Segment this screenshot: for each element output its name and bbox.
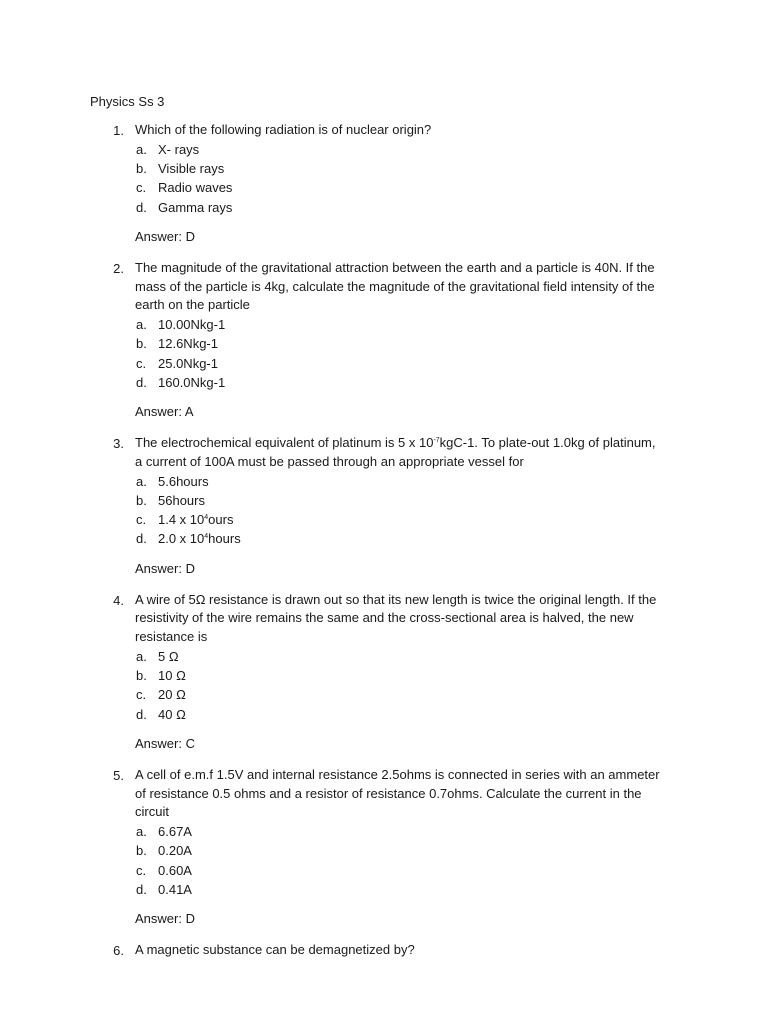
option-a xyxy=(0,647,768,666)
option-text: Gamma rays xyxy=(158,199,233,215)
option-letter: a. xyxy=(136,141,147,157)
option-letter: a. xyxy=(136,648,147,664)
option-letter: b. xyxy=(136,336,147,352)
option-list xyxy=(0,647,768,724)
option-letter: a. xyxy=(136,317,147,332)
question-text: A wire of 5Ω resistance is drawn out so that its new length is twice the original length. If the resistivity of the wire remains the same and the cross-sectional area is halved, the new resistance is xyxy=(135,591,657,645)
question-number: 6. xyxy=(113,943,124,959)
question-text: Which of the following radiation is of nuclear origin? xyxy=(135,122,432,137)
option-letter: c. xyxy=(136,512,147,528)
option-letter: c. xyxy=(136,687,147,703)
option-text: 160.0Nkg-1 xyxy=(158,374,226,390)
option-text: 40 Ω xyxy=(158,706,186,722)
option-d xyxy=(0,198,768,217)
option-text: Radio waves xyxy=(158,180,233,196)
option-text xyxy=(158,510,233,529)
option-text: Visible rays xyxy=(158,161,225,176)
question-list xyxy=(0,121,768,973)
question-number: 5. xyxy=(113,768,124,784)
option-letter: d. xyxy=(136,882,147,898)
question-6 xyxy=(0,941,768,960)
question-3 xyxy=(0,434,768,578)
option-a xyxy=(0,140,768,159)
option-b xyxy=(0,841,768,860)
question-2 xyxy=(0,259,768,421)
option-text xyxy=(158,529,241,548)
option-text: 6.67A xyxy=(158,824,192,840)
answer-line: Answer: D xyxy=(135,228,195,244)
option-letter: b. xyxy=(136,161,147,176)
document-title: Physics Ss 3 xyxy=(90,94,165,109)
option-d xyxy=(0,880,768,899)
answer-line: Answer: C xyxy=(135,736,195,752)
option-list xyxy=(0,822,768,899)
option-text: 5 Ω xyxy=(158,648,179,664)
question-number: 3. xyxy=(113,436,124,452)
option-text: 20 Ω xyxy=(158,687,186,703)
option-d xyxy=(0,373,768,392)
option-letter: c. xyxy=(136,355,147,371)
exponent: 4 xyxy=(204,533,209,541)
option-text: 0.41A xyxy=(158,882,192,898)
question-number: 1. xyxy=(113,123,124,138)
option-list xyxy=(0,140,768,217)
option-d xyxy=(0,705,768,724)
question-text: A magnetic substance can be demagnetized by? xyxy=(135,942,415,958)
option-letter: b. xyxy=(136,843,147,859)
option-letter: d. xyxy=(136,374,147,390)
option-letter: b. xyxy=(136,668,147,684)
option-text: 0.60A xyxy=(158,862,192,878)
question-5 xyxy=(0,766,768,928)
option-letter: d. xyxy=(136,531,147,547)
option-d xyxy=(0,529,768,548)
option-a xyxy=(0,822,768,841)
answer-line: Answer: A xyxy=(135,404,194,420)
option-text: 56hours xyxy=(158,492,205,508)
option-letter: d. xyxy=(136,199,147,215)
option-text-part: 2.0 x 10 xyxy=(158,531,205,547)
option-b xyxy=(0,666,768,685)
option-a xyxy=(0,472,768,491)
answer-line: Answer: D xyxy=(135,911,195,927)
option-text: 12.6Nkg-1 xyxy=(158,336,218,352)
answer-line: Answer: D xyxy=(135,560,195,576)
option-letter: a. xyxy=(136,824,147,840)
question-number: 2. xyxy=(113,260,124,276)
question-text-part: The electrochemical equivalent of platinum is 5 x 10 xyxy=(135,435,434,451)
option-text: 0.20A xyxy=(158,843,192,859)
option-letter: c. xyxy=(136,180,147,196)
exponent: -7 xyxy=(433,437,440,445)
option-b xyxy=(0,491,768,510)
option-letter: a. xyxy=(136,473,147,489)
option-letter: c. xyxy=(136,862,147,878)
option-c xyxy=(0,354,768,373)
option-b xyxy=(0,159,768,178)
option-text: X- rays xyxy=(158,141,200,157)
option-list xyxy=(0,315,768,392)
option-a xyxy=(0,315,768,334)
option-text-part: 1.4 x 10 xyxy=(158,512,205,528)
question-text: The magnitude of the gravitational attraction between the earth and a particle is 40N. If the mass of the particle is 4kg, calculate the magnitude of the gravitational field intensity of the earth on the particle xyxy=(135,259,655,313)
option-c xyxy=(0,685,768,704)
option-c xyxy=(0,510,768,529)
option-text: 25.0Nkg-1 xyxy=(158,355,218,371)
option-text: 5.6hours xyxy=(158,473,209,489)
question-text: A cell of e.m.f 1.5V and internal resistance 2.5ohms is connected in series with an ammeter of resistance 0.5 ohms and a resistor of resistance 0.7ohms. Calculate the current in the circuit xyxy=(135,767,660,820)
option-letter: b. xyxy=(136,492,147,508)
option-text-part: hours xyxy=(208,531,241,547)
option-c xyxy=(0,178,768,197)
option-text: 10 Ω xyxy=(158,668,186,684)
option-text-part: ours xyxy=(208,512,234,528)
question-text xyxy=(135,434,665,471)
question-text-part: kgC-1. To plate-out 1.0kg of platinum, a current of 100A must be passed through an appropriate vessel for xyxy=(135,435,656,469)
option-text: 10.00Nkg-1 xyxy=(158,317,226,332)
option-b xyxy=(0,334,768,353)
exponent: 4 xyxy=(204,514,209,522)
option-c xyxy=(0,861,768,880)
question-number: 4. xyxy=(113,592,124,608)
question-1 xyxy=(0,121,768,246)
option-letter: d. xyxy=(136,706,147,722)
option-list xyxy=(0,472,768,549)
question-4 xyxy=(0,591,768,753)
